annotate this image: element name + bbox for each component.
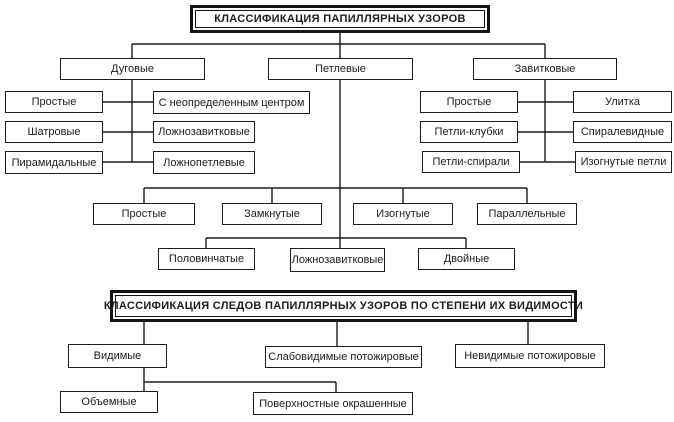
node-arc-false-loop: Ложнопетлевые bbox=[153, 151, 255, 174]
node-trace-invisible: Невидимые потожировые bbox=[455, 344, 605, 368]
node-trace-visible: Видимые bbox=[68, 344, 167, 368]
node-whorl-snail: Улитка bbox=[573, 91, 672, 113]
node-whorl-curved-loop: Изогнутые петли bbox=[575, 151, 672, 173]
node-loop-false-whorl: Ложнозавитковые bbox=[290, 248, 385, 272]
diagram-title-primary-text: КЛАССИФИКАЦИЯ ПАПИЛЛЯРНЫХ УЗОРОВ bbox=[195, 10, 485, 28]
node-loop-curved: Изогнутые bbox=[353, 203, 453, 225]
node-loop-double: Двойные bbox=[418, 248, 515, 270]
node-arc-undefined-center: С неопределенным центром bbox=[153, 91, 310, 114]
node-loop-patterns: Петлевые bbox=[268, 58, 413, 80]
diagram-title-primary bbox=[190, 5, 490, 33]
node-arc-simple: Простые bbox=[5, 91, 103, 113]
node-whorl-patterns: Завитковые bbox=[473, 58, 617, 80]
node-loop-half: Половинчатые bbox=[158, 248, 255, 270]
node-whorl-simple: Простые bbox=[420, 91, 518, 113]
node-whorl-loop-spiral: Петли-спирали bbox=[422, 151, 520, 173]
node-whorl-loop-tangle: Петли-клубки bbox=[420, 121, 518, 143]
diagram-title-secondary-text: КЛАССИФИКАЦИЯ СЛЕДОВ ПАПИЛЛЯРНЫХ УЗОРОВ ПО СТЕПЕНИ ИХ ВИДИМОСТИ bbox=[115, 295, 572, 317]
node-whorl-spiral: Спиралевидные bbox=[573, 121, 672, 143]
node-trace-surface-colored: Поверхностные окрашенные bbox=[253, 392, 413, 415]
diagram-title-secondary bbox=[103, 290, 584, 322]
node-arc-tent: Шатровые bbox=[5, 121, 103, 143]
node-trace-volume: Объемные bbox=[60, 391, 158, 413]
node-arc-patterns: Дуговые bbox=[60, 58, 205, 80]
node-loop-simple: Простые bbox=[93, 203, 195, 225]
node-loop-parallel: Параллельные bbox=[477, 203, 577, 225]
node-arc-pyramid: Пирамидальные bbox=[5, 151, 103, 174]
node-arc-false-whorl: Ложнозавитковые bbox=[153, 121, 255, 143]
node-loop-closed: Замкнутые bbox=[222, 203, 322, 225]
node-trace-weak-visible: Слабовидимые потожировые bbox=[265, 346, 422, 368]
